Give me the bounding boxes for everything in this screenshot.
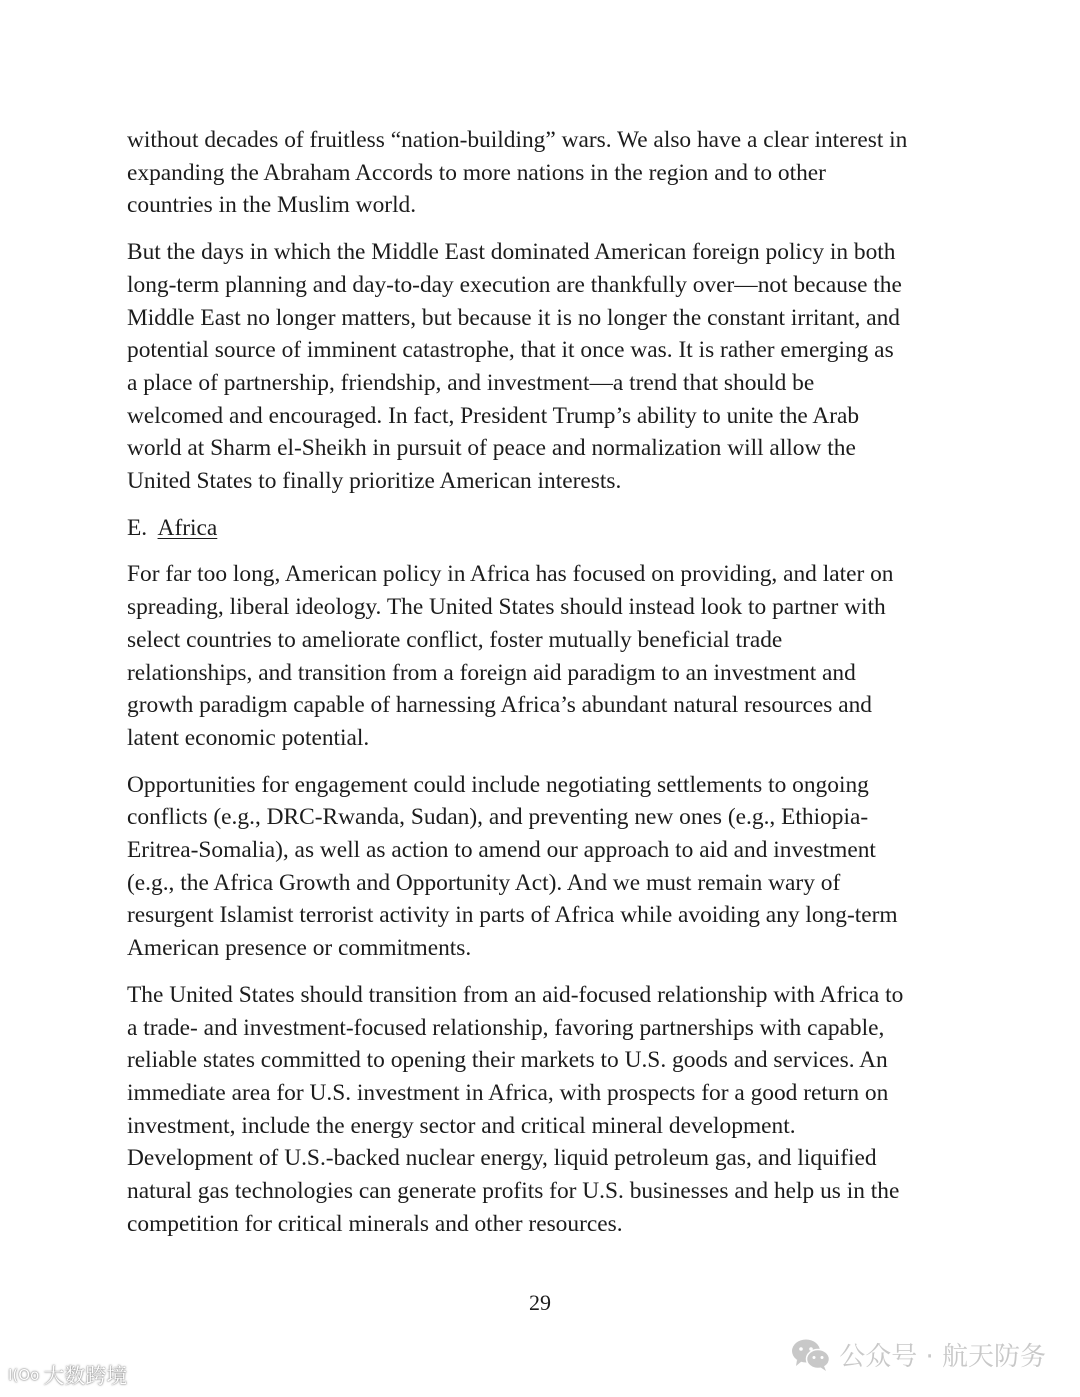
paragraph-3: [127, 558, 957, 754]
text-line: reliable states committed to opening their markets to U.S. goods and services. An: [127, 1047, 888, 1074]
page-body: [127, 124, 957, 1255]
text-line: conflicts (e.g., DRC-Rwanda, Sudan), and preventing new ones (e.g., Ethiopia-: [127, 804, 869, 831]
text-line: without decades of fruitless “nation-building” wars. We also have a clear interest in: [127, 127, 908, 153]
wechat-icon: [791, 1338, 831, 1372]
section-title: Africa: [157, 514, 218, 541]
text-line: investment, include the energy sector and critical mineral development.: [127, 1112, 796, 1139]
text-line: Middle East no longer matters, but because it is no longer the constant irritant, and: [127, 304, 900, 331]
text-line: Eritrea-Somalia), as well as action to amend our approach to aid and investment: [127, 837, 876, 864]
paragraph-4: [127, 769, 957, 965]
text-line: welcomed and encouraged. In fact, President Trump’s ability to unite the Arab: [127, 402, 860, 429]
section-heading: [127, 512, 957, 545]
watermark-logo: I(Oo: [8, 1366, 40, 1384]
text-line: world at Sharm el-Sheikh in pursuit of peace and normalization will allow the: [127, 435, 856, 462]
text-line: For far too long, American policy in Africa has focused on providing, and later on: [127, 561, 894, 588]
text-line: long-term planning and day-to-day execution are thankfully over—not because the: [127, 271, 902, 298]
text-line: resurgent Islamist terrorist activity in parts of Africa while avoiding any long-term: [127, 902, 898, 929]
text-line: Development of U.S.-backed nuclear energy, liquid petroleum gas, and liquified: [127, 1145, 877, 1172]
text-line: natural gas technologies can generate profits for U.S. businesses and help us in the: [127, 1178, 900, 1205]
watermark-left-text: 大数跨境: [43, 1364, 128, 1388]
text-line: select countries to ameliorate conflict, foster mutually beneficial trade: [127, 626, 783, 653]
text-line: growth paradigm capable of harnessing Africa’s abundant natural resources and: [127, 692, 872, 719]
text-line: American presence or commitments.: [127, 935, 472, 962]
watermark-left: [8, 1360, 127, 1390]
paragraph-2: [127, 236, 957, 498]
paragraph-1: [127, 124, 957, 222]
section-letter: E.: [127, 514, 148, 541]
text-line: potential source of imminent catastrophe, that it once was. It is rather emerging as: [127, 337, 894, 364]
text-line: expanding the Abraham Accords to more nations in the region and to other: [127, 159, 826, 186]
text-line: latent economic potential.: [127, 724, 370, 751]
text-line: a place of partnership, friendship, and investment—a trend that should be: [127, 369, 815, 396]
text-line: immediate area for U.S. investment in Africa, with prospects for a good return on: [127, 1079, 889, 1106]
paragraph-5: [127, 979, 957, 1241]
text-line: But the days in which the Middle East dominated American foreign policy in both: [127, 239, 896, 266]
page-number: 29: [529, 1290, 551, 1315]
text-line: Opportunities for engagement could include negotiating settlements to ongoing: [127, 771, 869, 798]
text-line: (e.g., the Africa Growth and Opportunity Act). And we must remain wary of: [127, 869, 841, 896]
text-line: United States to finally prioritize American interests.: [127, 468, 622, 495]
text-line: relationships, and transition from a foreign aid paradigm to an investment and: [127, 659, 856, 686]
text-line: The United States should transition from an aid-focused relationship with Africa to: [127, 981, 904, 1008]
text-line: countries in the Muslim world.: [127, 192, 417, 219]
watermark-right-text: 公众号 · 航天防务: [839, 1342, 1046, 1372]
text-line: competition for critical minerals and other resources.: [127, 1210, 623, 1237]
text-line: a trade- and investment-focused relationship, favoring partnerships with capable,: [127, 1014, 885, 1041]
watermark-right: [791, 1336, 1046, 1373]
text-line: spreading, liberal ideology. The United States should instead look to partner with: [127, 594, 886, 621]
